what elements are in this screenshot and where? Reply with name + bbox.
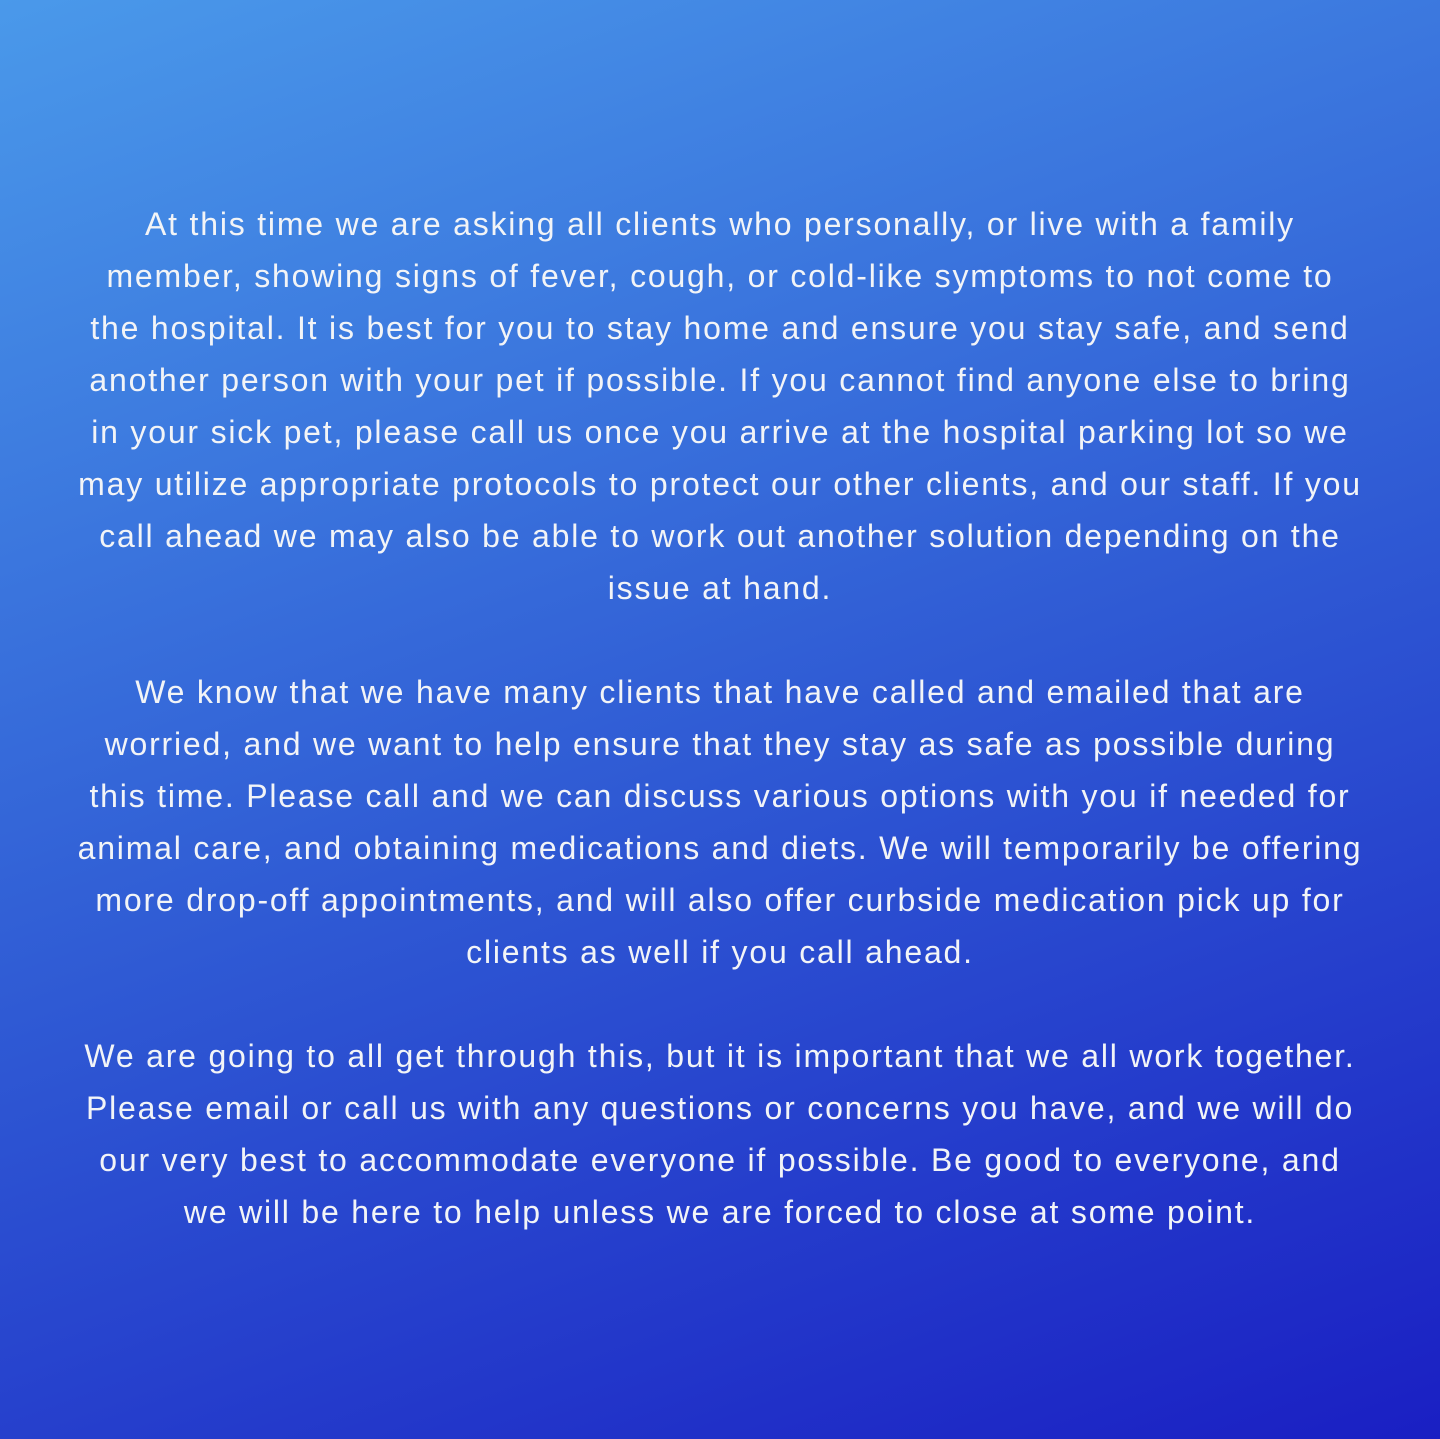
- announcement-paragraph-3: We are going to all get through this, but it is important that we all work together. Please email or call us with any questions or concerns you have, and we will do our very best to accommodate everyone if possible. Be good to everyone, and we will be here to help unless we are forced to close at some point.: [84, 1038, 1356, 1230]
- announcement-paragraph-2: We know that we have many clients that have called and emailed that are worried, and we want to help ensure that they stay as safe as possible during this time. Please call and we can discuss various options with you if needed for animal care, and obtaining medications and diets. We will temporarily be offering more drop-off appointments, and will also offer curbside medication pick up for clients as well if you call ahead.: [77, 674, 1363, 970]
- announcement-paragraph-1: At this time we are asking all clients who personally, or live with a family member, showing signs of fever, cough, or cold-like symptoms to not come to the hospital. It is best for you to stay home and ensure you stay safe, and send another person with your pet if possible. If you cannot find anyone else to bring in your sick pet, please call us once you arrive at the hospital parking lot so we may utilize appropriate protocols to protect our other clients, and our staff. If you call ahead we may also be able to work out another solution depending on the issue at hand.: [78, 206, 1362, 606]
- announcement-graphic: [77, 0, 1363, 1238]
